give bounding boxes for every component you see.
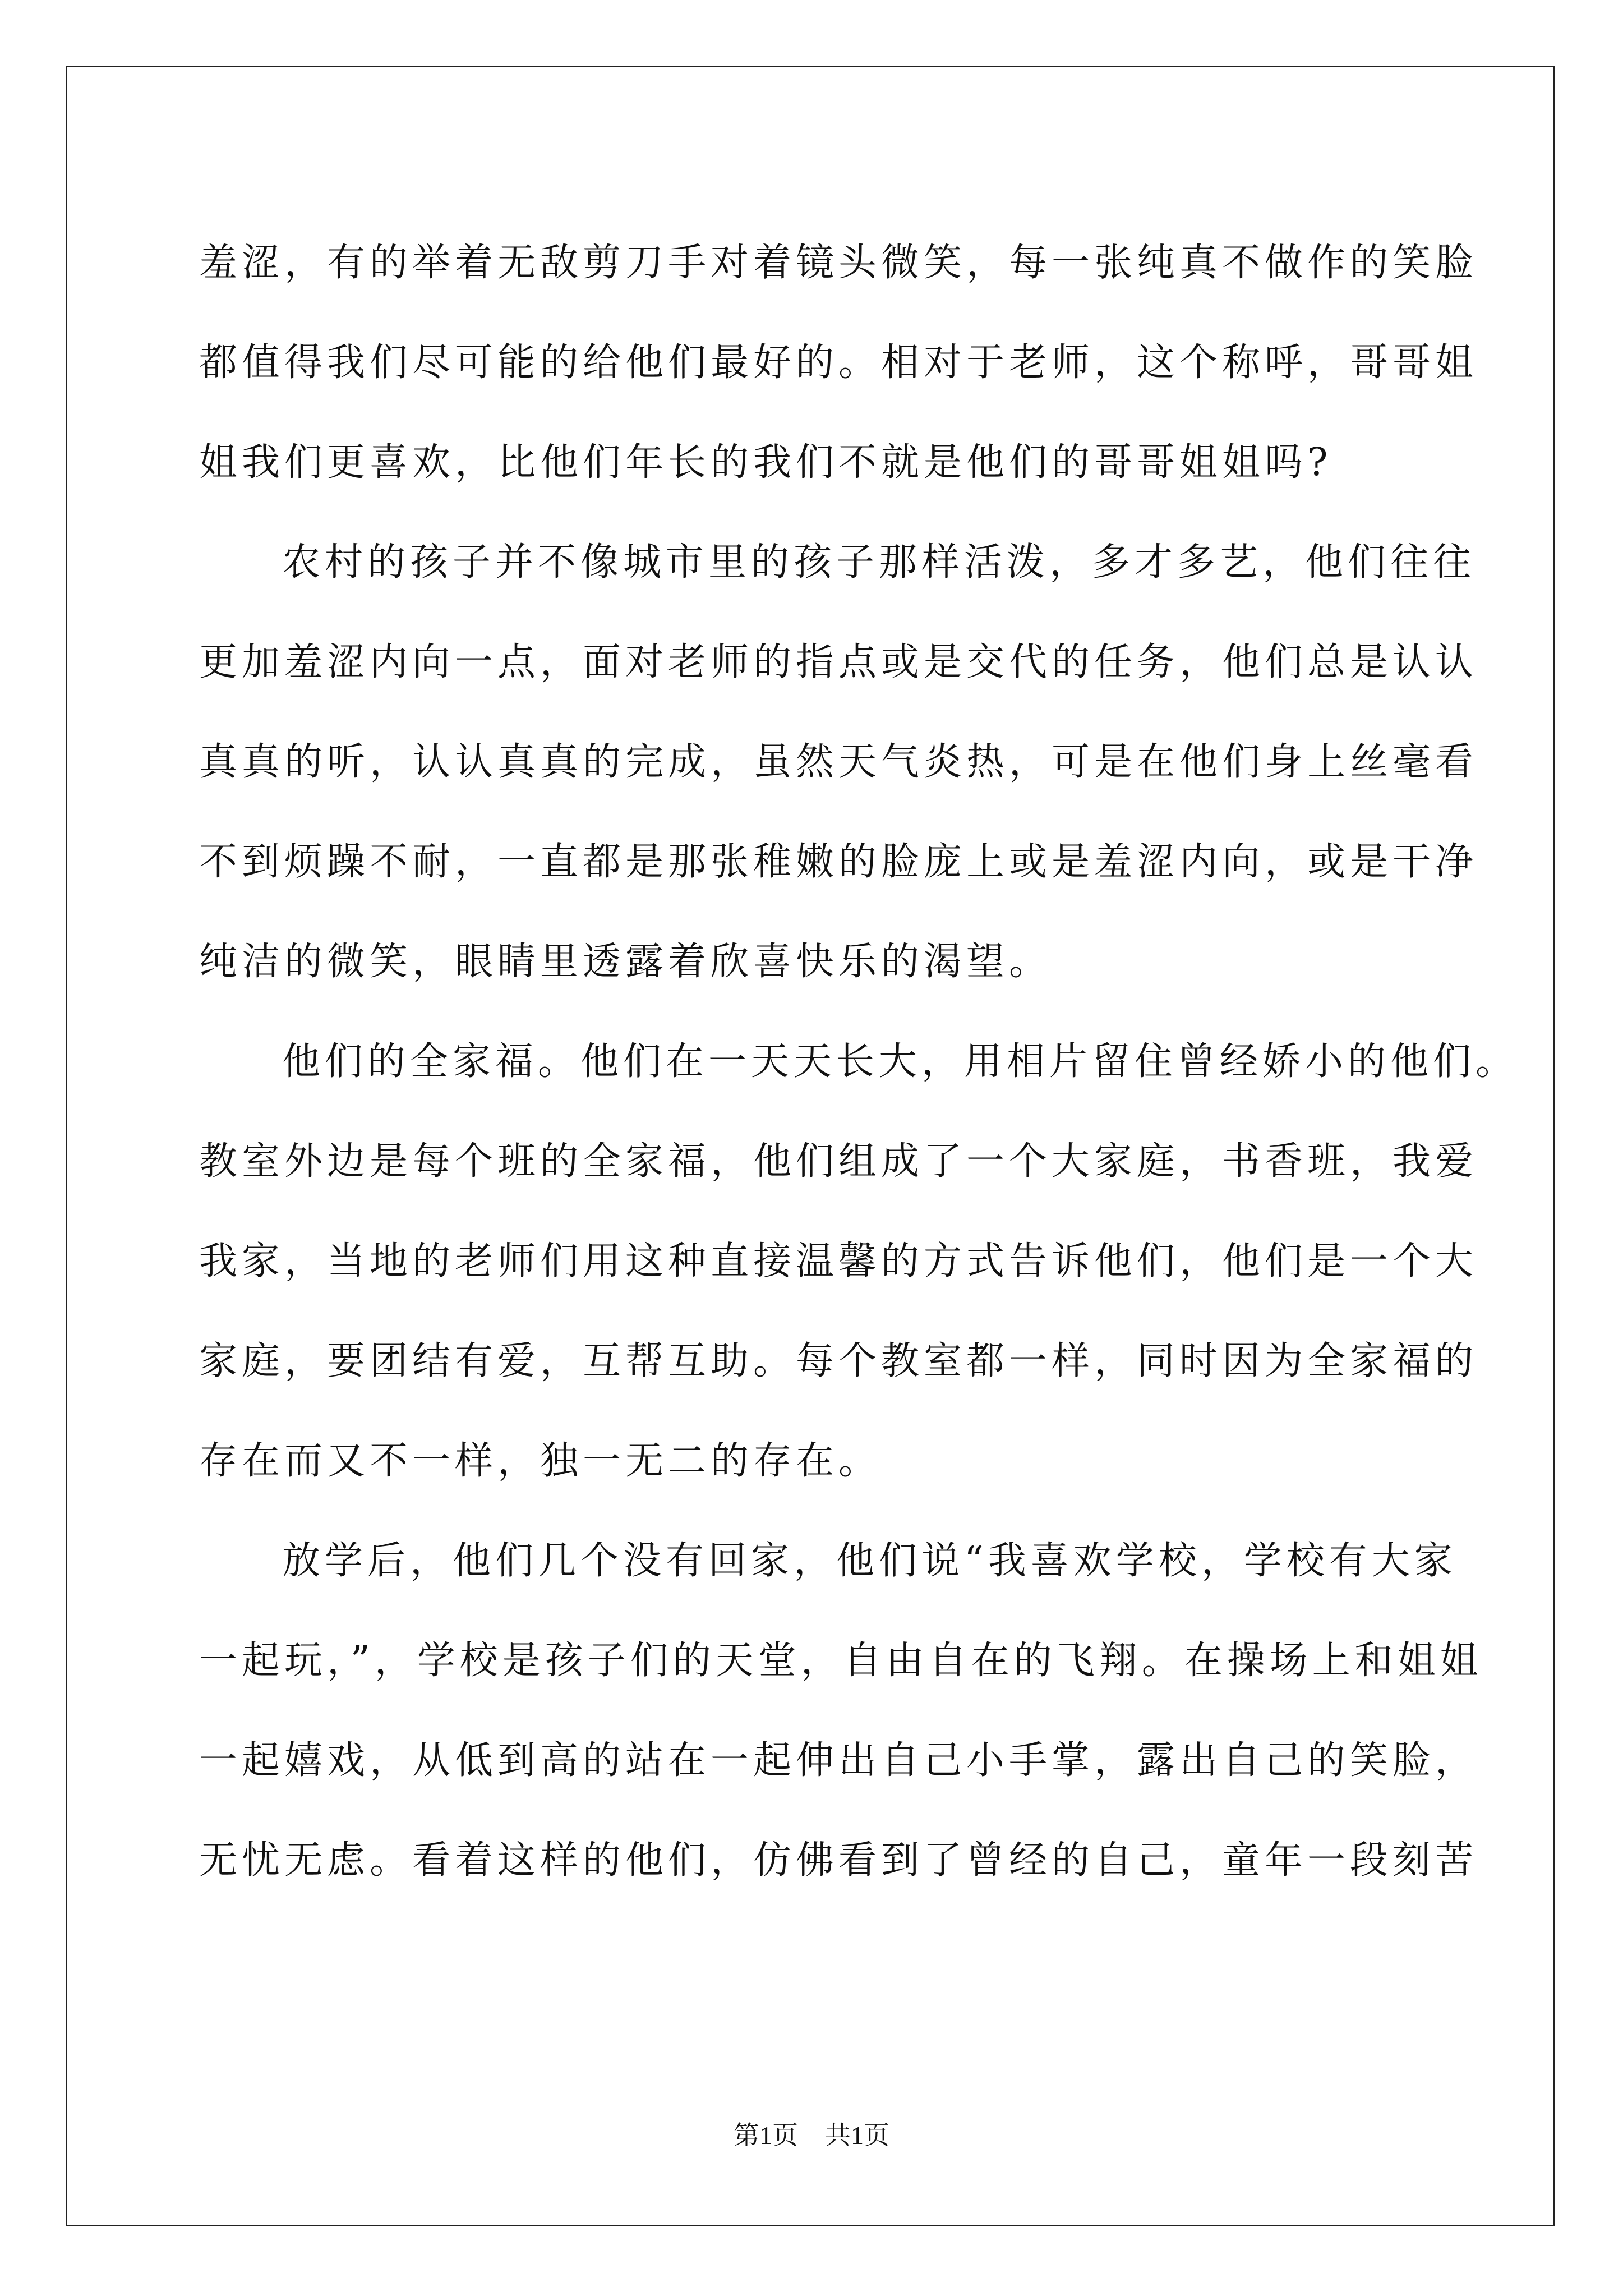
paragraph	[199, 513, 1478, 1012]
page-number: 第1页	[734, 2121, 798, 2150]
text-line: 真真的听，认认真真的完成，虽然天气炎热，可是在他们身上丝毫看	[199, 740, 1478, 784]
text-line: 羞涩，有的举着无敌剪刀手对着镜头微笑，每一张纯真不做作的笑脸	[199, 241, 1478, 285]
document-body	[199, 213, 1519, 1911]
text-line: 存在而又不一样，独一无二的存在。	[199, 1439, 882, 1483]
paragraph	[199, 1511, 1483, 1911]
text-line: 我家，当地的老师们用这种直接温馨的方式告诉他们，他们是一个大	[199, 1239, 1478, 1283]
text-line: 一起嬉戏，从低到高的站在一起伸出自己小手掌，露出自己的笑脸，	[199, 1738, 1478, 1783]
text-line: 他们的全家福。他们在一天天长大，用相片留住曾经娇小的他们。	[282, 1039, 1519, 1084]
text-line: 不到烦躁不耐，一直都是那张稚嫩的脸庞上或是羞涩内向，或是干净	[199, 840, 1478, 884]
page-footer	[0, 2115, 1623, 2152]
text-line: 无忧无虑。看着这样的他们，仿佛看到了曾经的自己，童年一段刻苦	[199, 1838, 1478, 1883]
text-line: 放学后，他们几个没有回家，他们说“我喜欢学校，学校有大家	[282, 1539, 1457, 1583]
paragraph	[199, 213, 1478, 513]
paragraph	[199, 1012, 1519, 1511]
text-line: 都值得我们尽可能的给他们最好的。相对于老师，这个称呼，哥哥姐	[199, 341, 1478, 385]
text-line: 农村的孩子并不像城市里的孩子那样活泼，多才多艺，他们往往	[282, 540, 1476, 585]
text-line: 更加羞涩内向一点，面对老师的指点或是交代的任务，他们总是认认	[199, 640, 1478, 684]
page-total: 共1页	[825, 2121, 889, 2150]
text-line: 纯洁的微笑，眼睛里透露着欣喜快乐的渴望。	[199, 940, 1052, 984]
text-line: 一起玩，”，学校是孩子们的天堂，自由自在的飞翔。在操场上和姐姐	[199, 1639, 1483, 1683]
text-line: 教室外边是每个班的全家福，他们组成了一个大家庭，书香班，我爱	[199, 1139, 1478, 1184]
text-line: 家庭，要团结有爱，互帮互助。每个教室都一样，同时因为全家福的	[199, 1339, 1478, 1383]
text-line: 姐我们更喜欢，比他们年长的我们不就是他们的哥哥姐姐吗?	[199, 440, 1332, 485]
